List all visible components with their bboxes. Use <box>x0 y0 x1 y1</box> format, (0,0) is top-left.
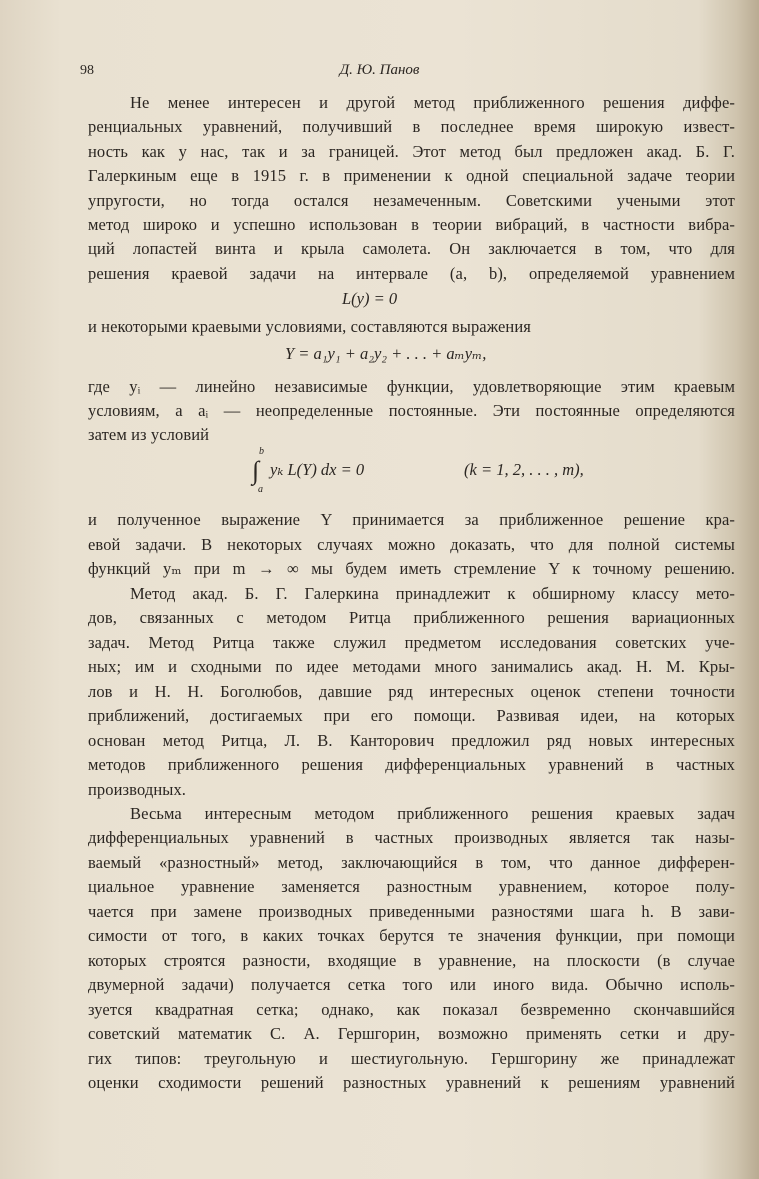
text-line: методов приближенного решения дифференциальных уравнений в частных <box>88 755 735 775</box>
text-line: ных; им и сходными по идее методами много занимались акад. Н. М. Кры- <box>88 657 735 677</box>
text-line: оценки сходимости решений разностных уравнений к решениям уравнений <box>88 1072 735 1092</box>
text-line: советский математик С. А. Гершгорин, возможно применять сетки и дру- <box>88 1024 735 1044</box>
running-title: Д. Ю. Панов <box>339 62 420 78</box>
text-line: условиям, а aᵢ — неопределенные постоянные. Эти постоянные определяются <box>88 401 735 421</box>
text-line: упругости, но тогда остался незамеченным. Советскими учеными этот <box>88 190 735 210</box>
text-line: основан метод Ритца, Л. В. Канторович предложил ряд новых интересных <box>88 730 735 750</box>
page-number: 98 <box>80 63 94 78</box>
text-line: Метод акад. Б. Г. Галеркина принадлежит к обширному классу мето- <box>130 584 735 603</box>
integral-upper-limit: b <box>259 446 264 457</box>
text-line: где yᵢ — линейно независимые функции, удовлетворяющие этим краевым <box>88 377 735 396</box>
integral-sign: ∫ <box>252 456 260 485</box>
text-line: ность как у нас, так и за границей. Этот метод был предложен акад. Б. Г. <box>88 141 735 161</box>
text-line: приближений, достигаемых при его помощи. Развивая идеи, на которых <box>88 706 735 726</box>
text-line: чается при замене производных приведенными разностями шага h. В зави- <box>88 901 735 921</box>
text-line: которых строятся разности, входящие в уравнение, на плоскости (в случае <box>88 950 735 970</box>
integral-lower-limit: a <box>258 484 263 495</box>
text-line: лов и Н. Н. Боголюбов, давшие ряд интересных оценок степени точности <box>88 681 735 701</box>
text-line: Не менее интересен и другой метод приближенного решения диффе- <box>130 93 735 112</box>
text-line: евой задачи. В некоторых случаях можно доказать, что для полной системы <box>88 534 735 554</box>
text-line: зуется квадратная сетка; однако, как показал безвременно скончавшийся <box>88 999 735 1019</box>
text-line: производных. <box>88 779 187 799</box>
text-line: и полученное выражение Y принимается за приближенное решение кра- <box>88 510 735 529</box>
text-line: циальное уравнение заменяется разностным уравнением, которое полу- <box>88 877 735 897</box>
text-line: Галеркиным еще в 1915 г. в применении к одной специальной задаче теории <box>88 166 735 186</box>
text-line: Весьма интересным методом приближенного решения краевых задач <box>130 804 735 823</box>
integral-condition: (k = 1, 2, . . . , m), <box>464 460 584 479</box>
text-line: функций yₘ при m → ∞ мы будем иметь стремление Y к точному решению. <box>88 559 735 578</box>
formula-expansion: Y = a₁y₁ + a₂y₂ + . . . + aₘyₘ, <box>285 344 487 363</box>
formula-boundary-equation: L(y) = 0 <box>342 289 398 308</box>
text-line: гих типов: треугольную и шестиугольную. Гершгорину же принадлежат <box>88 1048 735 1068</box>
text-line: ваемый «разностный» метод, заключающийся в том, что данное дифферен- <box>88 852 735 872</box>
text-line: задач. Метод Ритца также служил предметом исследования советских уче- <box>88 632 735 652</box>
text-line: двумерной задачи) получается сетка того или иного вида. Обычно исполь- <box>88 975 735 995</box>
text-line: дов, связанных с методом Ритца приближенного решения вариационных <box>88 608 735 628</box>
text-line: метод широко и успешно использован в теории вибраций, в частности вибра- <box>88 215 735 234</box>
text-line: и некоторыми краевыми условиями, составляются выражения <box>88 317 531 336</box>
text-line: ренциальных уравнений, получивший в последнее время широкую извест- <box>88 117 735 137</box>
text-line: затем из условий <box>88 425 210 445</box>
text-line: ций лопастей винта и крыла самолета. Он заключается в том, что для <box>88 239 735 259</box>
text-line: решения краевой задачи на интервале (a, b), определяемой уравнением <box>88 263 735 283</box>
integral-body: yₖ L(Y) dx = 0 <box>270 460 365 479</box>
text-line: симости от того, в каких точках берутся те значения функции, при помощи <box>88 926 735 946</box>
text-line: дифференциальных уравнений в частных производных является так назы- <box>88 828 735 848</box>
